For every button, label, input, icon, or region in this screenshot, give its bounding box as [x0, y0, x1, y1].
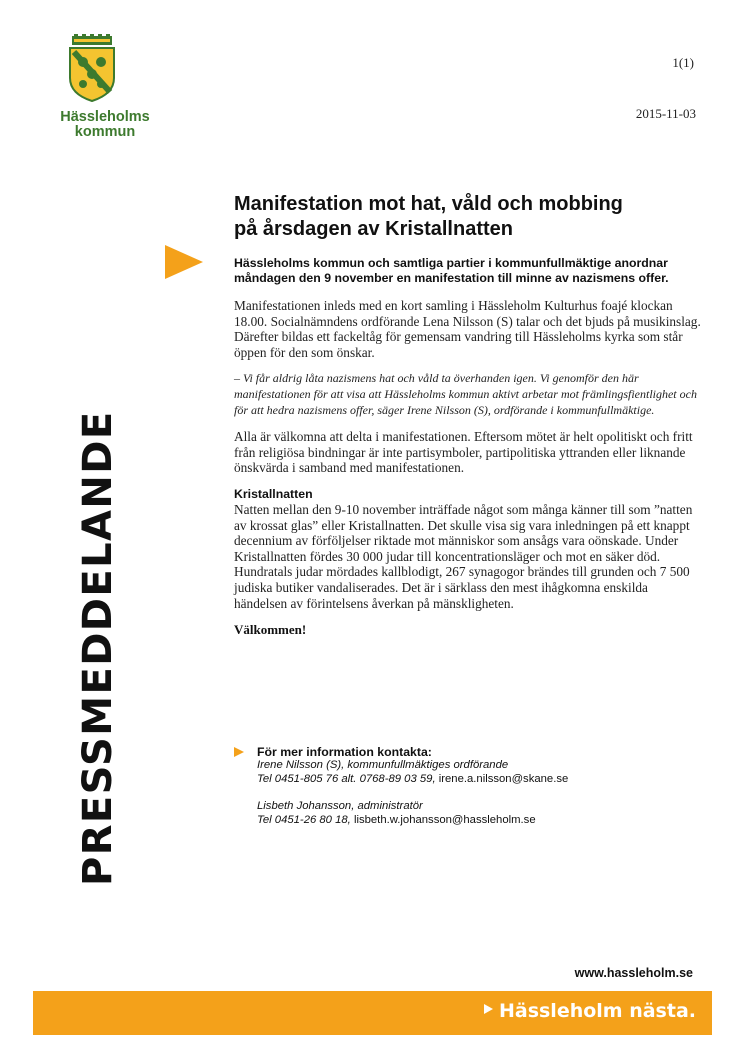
- article-body: [234, 192, 704, 638]
- closing-text: Välkommen!: [234, 622, 307, 638]
- title-line-2: på årsdagen av Kristallnatten: [234, 218, 513, 240]
- title-line-1: Manifestation mot hat, våld och mobbing: [234, 193, 623, 215]
- orange-arrow-icon: [165, 245, 203, 279]
- article-title: [234, 192, 704, 242]
- slogan-text: Hässleholm nästa.: [498, 1000, 696, 1022]
- document-date: 2015-11-03: [635, 106, 696, 121]
- footer-bar: [33, 991, 712, 1035]
- coat-of-arms-icon: [68, 34, 116, 102]
- quote-paragraph: – Vi får aldrig låta nazismens hat och våld ta överhanden igen. Vi genomför den här manifestationen för att visa att Hässleholms kommun aktivt arbetar mot främlingsfientlighet och för att hedra nazismens offer, säger Irene Nilsson (S), ordförande i kommunfullmäktige.: [234, 371, 697, 417]
- contact-heading: För mer information kontakta:: [257, 745, 432, 759]
- contact-person-2-phone: Tel 0451-26 80 18,: [257, 813, 351, 826]
- contact-person-1-phone: Tel 0451-805 76 alt. 0768-89 03 59,: [257, 772, 436, 785]
- contact-person-1-details: [257, 773, 704, 787]
- page-number: 1(1): [672, 55, 694, 70]
- contact-person-2-name: Lisbeth Johansson, administratör: [257, 800, 423, 812]
- paragraph-welcome-all: Alla är välkomna att delta i manifestationen. Eftersom mötet är helt opolitiskt och fritt från religiösa bindningar är inte partisymboler, partipolitiska yttranden eller liknande önskvärda i samband med manifestationen.: [234, 429, 693, 476]
- contact-person-1-name: Irene Nilsson (S), kommunfullmäktiges ordförande: [257, 759, 509, 771]
- contact-person-2-email[interactable]: lisbeth.w.johansson@hassleholm.se: [350, 813, 536, 826]
- contact-person-2-details: [257, 814, 704, 828]
- contact-person-1-email[interactable]: irene.a.nilsson@skane.se: [435, 772, 569, 785]
- logo-wordmark: [60, 110, 150, 140]
- logo-line-1: Hässleholms: [60, 109, 150, 125]
- slogan-arrow-icon: [484, 1004, 493, 1014]
- slogan: [484, 1000, 696, 1022]
- contact-arrow-icon: [234, 747, 244, 757]
- contact-section: [234, 745, 704, 827]
- paragraph-manifestation: Manifestationen inleds med en kort samling i Hässleholm Kulturhus foajé klockan 18.00. Socialnämndens ordförande Lena Nilsson (S) talar och det bjuds på musikinslag. Därefter bildas ett fackeltåg för gemensam vandring till Hässleholms kyrka som står öppen för den som önskar.: [234, 298, 701, 360]
- logo-line-2: kommun: [74, 124, 136, 140]
- press-release-label: PRESSMEDDELANDE: [75, 410, 121, 886]
- website-link[interactable]: www.hassleholm.se: [574, 966, 693, 980]
- section-heading-kristallnatten: Kristallnatten: [234, 486, 313, 501]
- article-lead: Hässleholms kommun och samtliga partier i kommunfullmäktige anordnar måndagen den 9 november en manifestation till minne av nazismens offer.: [234, 256, 669, 285]
- paragraph-kristallnatten: Natten mellan den 9-10 november inträffade något som många känner till som ”natten av krossat glas” eller Kristallnatten. Det skulle visa sig vara inledningen på ett knappt decennium av förföljelser riktade mot människor som ansågs vara oönskade. Under Kristallnatten fördes 30 000 judar till koncentrationsläger och mot en säker död. Hundratals judar mördades kallblodigt, 267 synagogor brändes till grunden och 7 500 judiska butiker vandaliserades. Det är i särklass den mest ihågkomna enskilda händelsen av förintelsens åverkan på mänskligheten.: [234, 501, 693, 611]
